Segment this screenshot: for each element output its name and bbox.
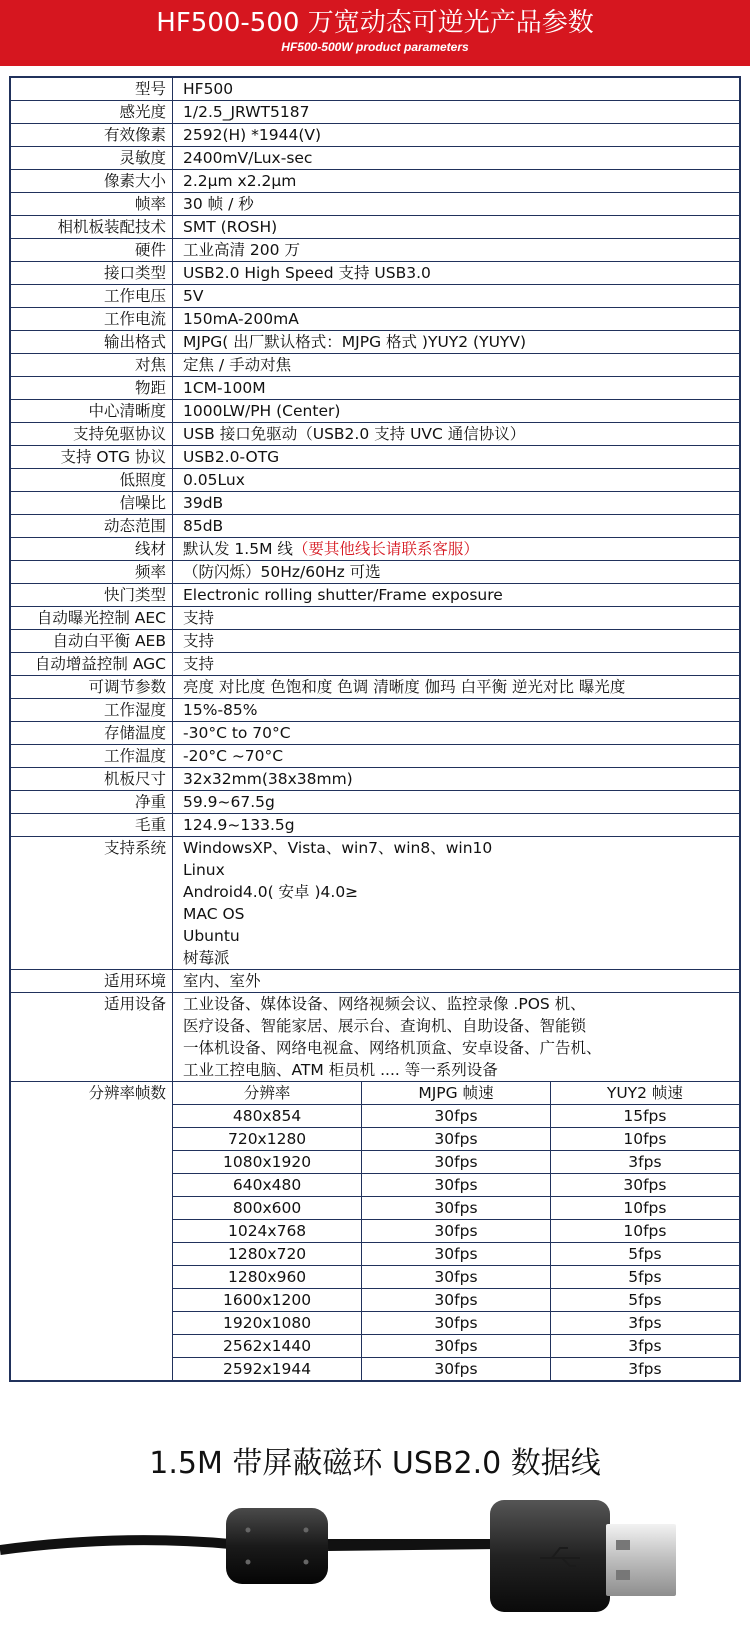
spec-value-text: MJPG( 出厂默认格式：MJPG 格式 )YUY2 (YUYV)	[183, 333, 527, 351]
spec-value-text: 亮度 对比度 色饱和度 色调 清晰度 伽玛 白平衡 逆光对比 曝光度	[183, 678, 626, 696]
resolution-header: MJPG 帧速	[362, 1082, 551, 1105]
systems-line: Linux	[183, 861, 225, 879]
spec-row	[10, 607, 740, 630]
resolution-header: 分辨率	[173, 1082, 362, 1105]
spec-label: 毛重	[10, 814, 173, 837]
spec-row	[10, 400, 740, 423]
spec-value-text: SMT (ROSH)	[183, 218, 278, 236]
spec-value-text: 124.9~133.5g	[183, 816, 295, 834]
systems-label: 支持系统	[10, 837, 173, 970]
spec-label: 支持免驱协议	[10, 423, 173, 446]
spec-table-body	[10, 77, 740, 1381]
devices-value	[173, 993, 741, 1082]
spec-label: 存储温度	[10, 722, 173, 745]
spec-value-text: 85dB	[183, 517, 224, 535]
spec-value-text: 2592(H) *1944(V)	[183, 126, 322, 144]
resolution-cell-value: 2562x1440	[173, 1335, 362, 1358]
spec-value	[173, 584, 741, 607]
spec-row	[10, 354, 740, 377]
resolution-cell-value: 30fps	[362, 1243, 551, 1266]
resolution-data-row	[173, 1289, 739, 1312]
spec-label: 快门类型	[10, 584, 173, 607]
spec-value-text: 150mA-200mA	[183, 310, 299, 328]
spec-row	[10, 814, 740, 837]
spec-value-text: 2.2μm x2.2μm	[183, 172, 297, 190]
spec-value-text: -20°C ~70°C	[183, 747, 284, 765]
spec-label: 感光度	[10, 101, 173, 124]
spec-value-note: （要其他线长请联系客服）	[292, 540, 479, 558]
resolution-cell-value: 5fps	[550, 1266, 739, 1289]
resolution-header-row	[173, 1082, 739, 1105]
ferrite-core	[226, 1508, 328, 1584]
resolution-cell-value: 800x600	[173, 1197, 362, 1220]
spec-value	[173, 377, 741, 400]
resolution-cell-value: 30fps	[362, 1151, 551, 1174]
spec-row	[10, 216, 740, 239]
spec-value-text: 15%-85%	[183, 701, 258, 719]
spec-value-text: （防闪烁）50Hz/60Hz 可选	[183, 563, 381, 581]
resolution-cell-value: 640x480	[173, 1174, 362, 1197]
spec-row	[10, 469, 740, 492]
spec-value	[173, 676, 741, 699]
resolution-data-row	[173, 1358, 739, 1381]
resolution-data-row	[173, 1197, 739, 1220]
resolution-cell-value: 1280x720	[173, 1243, 362, 1266]
resolution-cell-value: 30fps	[362, 1197, 551, 1220]
spec-value	[173, 285, 741, 308]
page-subtitle: HF500-500W product parameters	[281, 40, 469, 54]
spec-value	[173, 515, 741, 538]
spec-label: 输出格式	[10, 331, 173, 354]
spec-value-text: HF500	[183, 80, 234, 98]
resolution-cell-value: 30fps	[362, 1335, 551, 1358]
resolution-cell-value: 30fps	[550, 1174, 739, 1197]
resolution-cell-value: 10fps	[550, 1220, 739, 1243]
spec-row	[10, 77, 740, 101]
spec-label: 工作电流	[10, 308, 173, 331]
resolution-cell-value: 1080x1920	[173, 1151, 362, 1174]
resolution-cell-value: 30fps	[362, 1358, 551, 1381]
resolution-cell-value: 5fps	[550, 1243, 739, 1266]
resolution-cell-value: 30fps	[362, 1266, 551, 1289]
devices-label: 适用设备	[10, 993, 173, 1082]
spec-label: 对焦	[10, 354, 173, 377]
resolution-data-row	[173, 1174, 739, 1197]
resolution-cell-value: 3fps	[550, 1312, 739, 1335]
spec-value	[173, 147, 741, 170]
resolution-data-row	[173, 1151, 739, 1174]
spec-row	[10, 538, 740, 561]
resolution-cell	[173, 1082, 741, 1382]
spec-label: 自动曝光控制 AEC	[10, 607, 173, 630]
spec-label: 信噪比	[10, 492, 173, 515]
resolution-cell-value: 480x854	[173, 1105, 362, 1128]
spec-value-text: 2400mV/Lux-sec	[183, 149, 313, 167]
resolution-cell-value: 15fps	[550, 1105, 739, 1128]
spec-label: 低照度	[10, 469, 173, 492]
devices-line: 工业设备、媒体设备、网络视频会议、监控录像 .POS 机、	[183, 995, 586, 1013]
resolution-data-row	[173, 1243, 739, 1266]
spec-label: 机板尺寸	[10, 768, 173, 791]
spec-value-text: -30°C to 70°C	[183, 724, 291, 742]
spec-value-text: 1000LW/PH (Center)	[183, 402, 341, 420]
spec-row	[10, 124, 740, 147]
systems-value	[173, 837, 741, 970]
spec-row	[10, 170, 740, 193]
resolution-cell-value: 30fps	[362, 1220, 551, 1243]
resolution-data-row	[173, 1128, 739, 1151]
spec-value-text: 工业高清 200 万	[183, 241, 300, 259]
spec-value	[173, 239, 741, 262]
spec-value	[173, 745, 741, 768]
spec-label: 动态范围	[10, 515, 173, 538]
spec-row	[10, 584, 740, 607]
spec-row	[10, 331, 740, 354]
spec-label: 自动增益控制 AGC	[10, 653, 173, 676]
environment-value: 室内、室外	[173, 970, 741, 993]
spec-row	[10, 745, 740, 768]
spec-value	[173, 331, 741, 354]
cable-title: 1.5M 带屏蔽磁环 USB2.0 数据线	[149, 1446, 601, 1481]
spec-value	[173, 492, 741, 515]
spec-value-text: USB2.0-OTG	[183, 448, 280, 466]
environment-row	[10, 970, 740, 993]
systems-line: Android4.0( 安卓 )4.0≥	[183, 883, 359, 901]
spec-value	[173, 791, 741, 814]
devices-row	[10, 993, 740, 1082]
spec-value	[173, 101, 741, 124]
devices-line: 一体机设备、网络电视盒、网络机顶盒、安卓设备、广告机、	[183, 1039, 602, 1057]
header-banner	[0, 0, 750, 66]
spec-value-text: 1CM-100M	[183, 379, 266, 397]
resolution-cell-value: 1600x1200	[173, 1289, 362, 1312]
spec-row	[10, 377, 740, 400]
spec-row	[10, 239, 740, 262]
spec-value-text: 定焦 / 手动对焦	[183, 356, 292, 374]
resolution-cell-value: 30fps	[362, 1289, 551, 1312]
spec-value	[173, 722, 741, 745]
resolution-cell-value: 3fps	[550, 1335, 739, 1358]
resolution-cell-value: 30fps	[362, 1312, 551, 1335]
spec-value	[173, 630, 741, 653]
spec-value-text: 支持	[183, 655, 215, 673]
spec-row	[10, 676, 740, 699]
spec-value-text: 0.05Lux	[183, 471, 245, 489]
spec-row	[10, 193, 740, 216]
resolution-data-row	[173, 1312, 739, 1335]
spec-label: 工作湿度	[10, 699, 173, 722]
spec-row	[10, 630, 740, 653]
resolution-row	[10, 1082, 740, 1382]
spec-label: 像素大小	[10, 170, 173, 193]
systems-line: 树莓派	[183, 949, 230, 967]
spec-value	[173, 124, 741, 147]
spec-value-text: 支持	[183, 609, 215, 627]
resolution-cell-value: 720x1280	[173, 1128, 362, 1151]
usb-plug-metal	[606, 1524, 676, 1596]
devices-line: 医疗设备、智能家居、展示台、查询机、自助设备、智能锁	[183, 1017, 587, 1035]
spec-value	[173, 653, 741, 676]
spec-label: 灵敏度	[10, 147, 173, 170]
spec-value	[173, 354, 741, 377]
resolution-header: YUY2 帧速	[550, 1082, 739, 1105]
spec-row	[10, 492, 740, 515]
spec-value	[173, 469, 741, 492]
spec-value	[173, 561, 741, 584]
spec-value-text: 32x32mm(38x38mm)	[183, 770, 353, 788]
spec-label: 帧率	[10, 193, 173, 216]
spec-value	[173, 308, 741, 331]
spec-row	[10, 561, 740, 584]
spec-label: 工作温度	[10, 745, 173, 768]
resolution-cell-value: 1280x960	[173, 1266, 362, 1289]
spec-label: 硬件	[10, 239, 173, 262]
spec-label: 可调节参数	[10, 676, 173, 699]
spec-label: 接口类型	[10, 262, 173, 285]
spec-value-text: Electronic rolling shutter/Frame exposure	[183, 586, 503, 604]
systems-line: Ubuntu	[183, 927, 240, 945]
spec-value-text: 默认发 1.5M 线	[183, 540, 293, 558]
spec-row	[10, 308, 740, 331]
environment-label: 适用环境	[10, 970, 173, 993]
spec-value	[173, 400, 741, 423]
systems-line: MAC OS	[183, 905, 245, 923]
spec-value	[173, 216, 741, 239]
resolution-cell-value: 10fps	[550, 1197, 739, 1220]
spec-value	[173, 607, 741, 630]
resolution-cell-value: 1920x1080	[173, 1312, 362, 1335]
systems-row	[10, 837, 740, 970]
resolution-data-row	[173, 1266, 739, 1289]
resolution-table	[173, 1082, 739, 1380]
spec-row	[10, 423, 740, 446]
spec-value-text: 59.9~67.5g	[183, 793, 275, 811]
spec-value-text: USB2.0 High Speed 支持 USB3.0	[183, 264, 431, 282]
resolution-data-row	[173, 1220, 739, 1243]
spec-label: 自动白平衡 AEB	[10, 630, 173, 653]
resolution-cell-value: 10fps	[550, 1128, 739, 1151]
resolution-cell-value: 3fps	[550, 1151, 739, 1174]
spec-label: 净重	[10, 791, 173, 814]
spec-label: 支持 OTG 协议	[10, 446, 173, 469]
spec-value-text: USB 接口免驱动（USB2.0 支持 UVC 通信协议）	[183, 425, 526, 443]
spec-value	[173, 446, 741, 469]
spec-row	[10, 791, 740, 814]
spec-value-text: 5V	[183, 287, 204, 305]
resolution-cell-value: 2592x1944	[173, 1358, 362, 1381]
resolution-cell-value: 30fps	[362, 1174, 551, 1197]
spec-row	[10, 147, 740, 170]
systems-line: WindowsXP、Vista、win7、win8、win10	[183, 839, 493, 857]
spec-label: 中心清晰度	[10, 400, 173, 423]
spec-label: 工作电压	[10, 285, 173, 308]
spec-label: 线材	[10, 538, 173, 561]
resolution-cell-value: 3fps	[550, 1358, 739, 1381]
spec-label: 有效像素	[10, 124, 173, 147]
spec-value	[173, 77, 741, 101]
resolution-cell-value: 30fps	[362, 1128, 551, 1151]
spec-value	[173, 699, 741, 722]
resolution-cell-value: 1024x768	[173, 1220, 362, 1243]
page-title: HF500-500 万宽动态可逆光产品参数	[156, 8, 594, 38]
spec-row	[10, 285, 740, 308]
resolution-cell-value: 30fps	[362, 1105, 551, 1128]
spec-label: 物距	[10, 377, 173, 400]
resolution-data-row	[173, 1105, 739, 1128]
spec-row	[10, 699, 740, 722]
spec-row	[10, 446, 740, 469]
spec-value	[173, 814, 741, 837]
spec-value-text: 支持	[183, 632, 215, 650]
spec-label: 频率	[10, 561, 173, 584]
spec-value	[173, 423, 741, 446]
spec-value-text: 39dB	[183, 494, 224, 512]
spec-label: 型号	[10, 77, 173, 101]
spec-value-text: 30 帧 / 秒	[183, 195, 254, 213]
spec-value	[173, 170, 741, 193]
spec-value	[173, 538, 741, 561]
resolution-label: 分辨率帧数	[10, 1082, 173, 1382]
spec-row	[10, 515, 740, 538]
spec-row	[10, 722, 740, 745]
spec-table	[9, 76, 741, 1382]
resolution-cell-value: 5fps	[550, 1289, 739, 1312]
spec-label: 相机板装配技术	[10, 216, 173, 239]
spec-value	[173, 262, 741, 285]
spec-row	[10, 653, 740, 676]
resolution-data-row	[173, 1335, 739, 1358]
spec-row	[10, 262, 740, 285]
spec-row	[10, 768, 740, 791]
spec-value-text: 1/2.5_JRWT5187	[183, 103, 310, 121]
spec-row	[10, 101, 740, 124]
spec-value	[173, 768, 741, 791]
usb-plug-housing	[490, 1500, 610, 1612]
usb-cable-image	[0, 1500, 750, 1634]
spec-value	[173, 193, 741, 216]
devices-line: 工业工控电脑、ATM 柜员机 .... 等一系列设备	[183, 1061, 498, 1079]
